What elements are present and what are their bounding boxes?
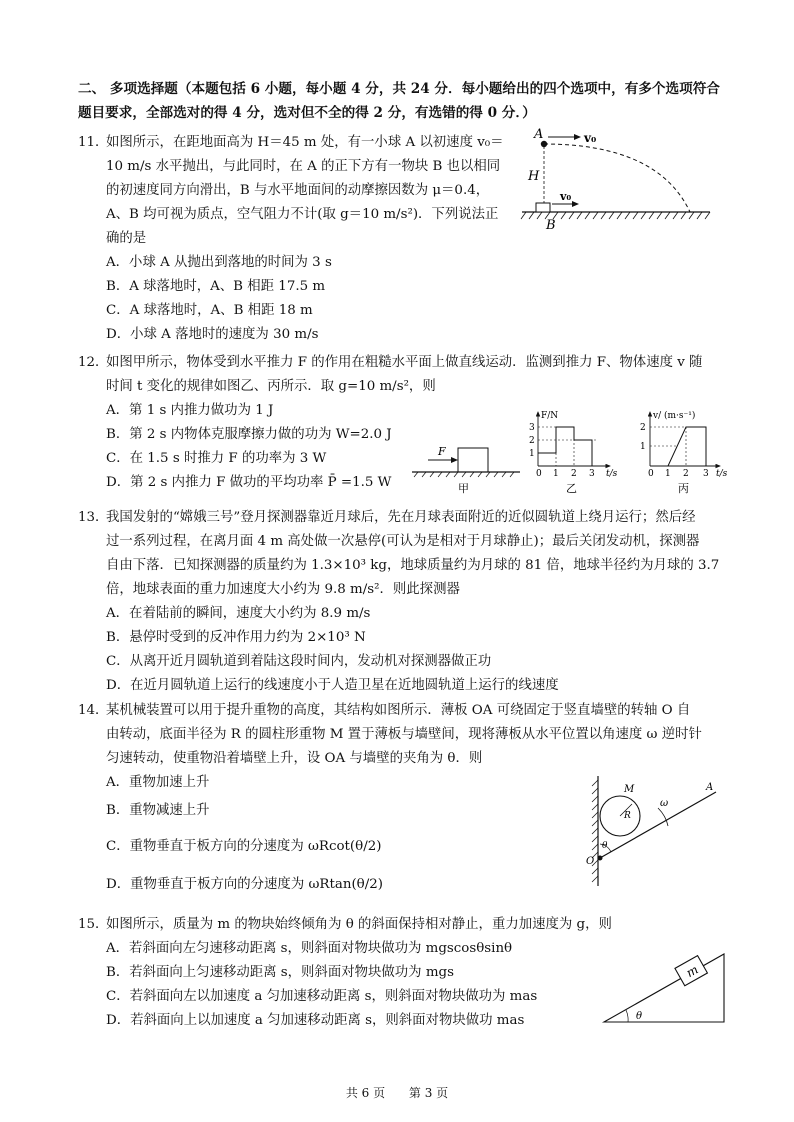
section-header: 二、 多项选择题（本题包括 6 小题，每小题 4 分，共 24 分．每小题给出的四个选项中，有多个选项符合题目要求，全部选对的得 4 分，选对但不全的得 2 分，有选错的得 0 分．） — [78, 81, 720, 121]
stem-line: 过一系列过程，在离月面 4 m 高处做一次悬停(可认为是相对于月球静止)；最后关闭发动机，探测器 — [106, 534, 700, 549]
option-c: C．重物垂直于板方向的分速度为 ωRcot(θ/2) — [106, 839, 382, 854]
option-d: D．重物垂直于板方向的分速度为 ωRtan(θ/2) — [106, 877, 383, 892]
angle-arc — [626, 1010, 628, 1022]
caption-jia: 甲 — [458, 482, 469, 495]
velocity-line — [650, 427, 706, 466]
figure-yi-force-time — [526, 406, 622, 498]
option-a: A．第 1 s 内推力做功为 1 J — [106, 403, 274, 418]
stem-line: 如图所示，在距地面高为 H＝45 m 处，有一小球 A 以初速度 v₀＝ — [106, 135, 504, 150]
y-tick-2: 2 — [529, 436, 535, 446]
stem-line: A、B 均可视为质点，空气阻力不计(取 g＝10 m/s²)．下列说法正 — [106, 207, 499, 222]
option-c: C．A 球落地时，A、B 相距 18 m — [106, 303, 313, 318]
option-d: D．第 2 s 内推力 F 做功的平均功率 P̄ =1.5 W — [106, 475, 392, 490]
block-b — [536, 203, 550, 212]
ground-hatch — [414, 472, 514, 477]
stem-line: 的初速度同方向滑出，B 与水平地面间的动摩擦因数为 μ＝0.4， — [106, 183, 490, 198]
label-a: A — [534, 127, 544, 142]
board-oa — [600, 792, 716, 858]
option-c: C．从离开近月圆轨道到着陆这段时间内，发动机对探测器做正功 — [106, 654, 492, 669]
y-tick-1: 1 — [640, 442, 646, 452]
page-footer — [0, 1084, 794, 1101]
x-axis-label: t/s — [716, 469, 728, 479]
x-tick-2: 2 — [683, 469, 689, 479]
block-m — [675, 956, 707, 986]
y-tick-3: 3 — [529, 423, 535, 433]
x-tick-1: 1 — [553, 469, 559, 479]
option-a: A．在着陆前的瞬间，速度大小约为 8.9 m/s — [106, 606, 371, 621]
y-tick-1: 1 — [529, 449, 535, 459]
x-axis-label: t/s — [606, 469, 618, 479]
stem-line: 我国发射的“嫦娥三号”登月探测器靠近月球后，先在月球表面附近的近似圆轨道上绕月运行；然后经 — [106, 510, 696, 525]
option-a: A．小球 A 从抛出到落地的时间为 3 s — [106, 255, 332, 270]
x-tick-3: 3 — [589, 469, 595, 479]
label-o: O — [586, 856, 595, 867]
stem-line: 匀速转动，使重物沿着墙壁上升，设 OA 与墙壁的夹角为 θ．则 — [106, 751, 483, 766]
footer-total-pages: 共 6 页 — [345, 1086, 386, 1100]
question-stem — [106, 131, 518, 251]
stem-line: 某机械装置可以用于提升重物的高度，其结构如图所示．薄板 OA 可绕固定于竖直墙壁的转轴 O 自 — [106, 703, 691, 718]
option-b: B．重物减速上升 — [106, 803, 210, 818]
option-a: A．若斜面向左匀速移动距离 s，则斜面对物块做功为 mgscosθsinθ — [106, 941, 513, 956]
incline — [604, 954, 724, 1022]
question-13 — [78, 506, 728, 698]
x-tick-3: 3 — [703, 469, 709, 479]
question-stem — [106, 913, 728, 937]
question-stem — [106, 506, 728, 602]
stem-line: 自由下落．已知探测器的质量约为 1.3×10³ kg，地球质量约为月球的 81 倍，地球半径约为月球的 3.7 — [106, 558, 720, 573]
option-c: C．若斜面向左以加速度 a 匀加速移动距离 s，则斜面对物块做功为 mas — [106, 989, 538, 1004]
stem-line: 如图所示，质量为 m 的物块始终倾角为 θ 的斜面保持相对静止，重力加速度为 g，则 — [106, 917, 612, 932]
option-b: B．若斜面向上匀速移动距离 s，则斜面对物块做功为 mgs — [106, 965, 454, 980]
caption-yi: 乙 — [566, 482, 577, 495]
x-tick-0: 0 — [536, 469, 542, 479]
question-number: 15． — [78, 917, 109, 932]
x-tick-2: 2 — [571, 469, 577, 479]
question-number: 11． — [78, 135, 109, 150]
projectile-figure — [518, 126, 714, 232]
option-c: C．在 1.5 s 时推力 F 的功率为 3 W — [106, 451, 327, 466]
x-tick-1: 1 — [665, 469, 671, 479]
option-d: D．在近月圆轨道上运行的线速度小于人造卫星在近地圆轨道上运行的线速度 — [106, 678, 559, 693]
stem-line: 确的是 — [106, 231, 147, 246]
caption-bing: 丙 — [678, 482, 689, 495]
label-omega: ω — [660, 798, 669, 809]
object-block — [458, 448, 488, 472]
label-b: B — [546, 218, 556, 232]
stem-line: 时间 t 变化的规律如图乙、丙所示．取 g=10 m/s²，则 — [106, 379, 436, 394]
footer-page-number: 第 3 页 — [408, 1086, 449, 1100]
label-a: A — [706, 782, 714, 793]
label-m: m — [683, 962, 701, 981]
option-b: B．第 2 s 内物体克服摩擦力做的功为 W=2.0 J — [106, 427, 392, 442]
question-number: 14． — [78, 703, 109, 718]
figure-bing-velocity-time — [636, 406, 732, 498]
question-stem — [106, 699, 728, 771]
question-number: 13． — [78, 510, 109, 525]
question-number: 12． — [78, 355, 109, 370]
rotating-board-figure — [578, 772, 728, 890]
option-b: B．A 球落地时，A、B 相距 17.5 m — [106, 279, 326, 294]
y-axis-label: v/ (m·s⁻¹) — [653, 411, 696, 421]
force-step-line — [538, 427, 592, 466]
label-f: F — [438, 445, 446, 458]
figure-jia — [410, 440, 522, 496]
label-h: H — [528, 169, 540, 184]
question-12 — [78, 351, 728, 495]
label-v0-bottom: v₀ — [560, 190, 572, 203]
option-d: D．小球 A 落地时的速度为 30 m/s — [106, 327, 319, 342]
option-b: B．悬停时受到的反冲作用力约为 2×10³ N — [106, 630, 366, 645]
label-m: M — [624, 784, 635, 795]
x-tick-0: 0 — [648, 469, 654, 479]
y-axis-label: F/N — [541, 411, 559, 421]
stem-line: 10 m/s 水平抛出，与此同时，在 A 的正下方有一物块 B 也以相同 — [106, 159, 501, 174]
label-r: R — [624, 811, 631, 821]
label-theta: θ — [602, 841, 608, 851]
stem-line: 由转动，底面半径为 R 的圆柱形重物 M 置于薄板与墙壁间，现将薄板从水平位置以角速度 ω 逆时针 — [106, 727, 702, 742]
label-v0-top: v₀ — [584, 131, 597, 145]
option-d: D．若斜面向上以加速度 a 匀加速移动距离 s，则斜面对物块做功 mas — [106, 1013, 525, 1028]
stem-line: 倍，地球表面的重力加速度大小约为 9.8 m/s²．则此探测器 — [106, 582, 460, 597]
y-tick-2: 2 — [640, 423, 646, 433]
incline-figure — [600, 948, 728, 1028]
stem-line: 如图甲所示，物体受到水平推力 F 的作用在粗糙水平面上做直线运动．监测到推力 F、物体速度 v 随 — [106, 355, 703, 370]
question-stem — [106, 351, 728, 399]
label-theta: θ — [636, 1011, 643, 1022]
rotation-arrow — [658, 808, 668, 826]
pivot-o — [598, 856, 603, 861]
option-a: A．重物加速上升 — [106, 775, 210, 790]
question-11 — [78, 131, 518, 347]
